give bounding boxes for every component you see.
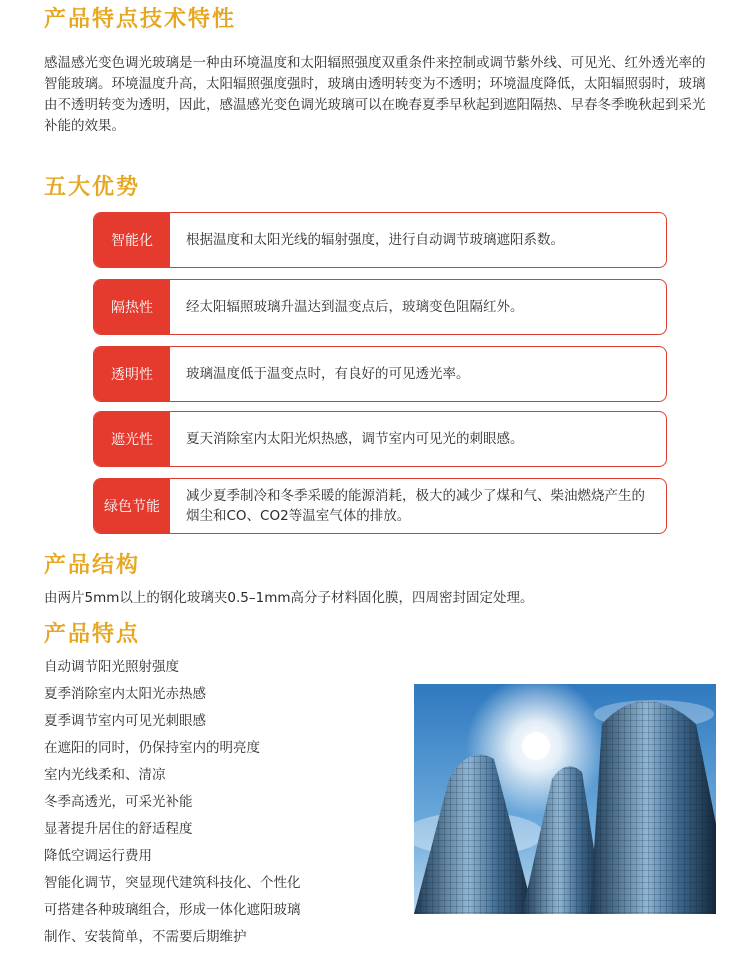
feature-item: 室内光线柔和、清凉 — [44, 767, 166, 783]
feature-list — [44, 654, 301, 951]
advantage-desc: 夏天消除室内太阳光炽热感，调节室内可见光的刺眼感。 — [186, 431, 524, 447]
advantage-item — [93, 478, 667, 534]
feature-item: 夏季调节室内可见光刺眼感 — [44, 713, 206, 729]
section-title-advantages: 五大优势 — [44, 175, 141, 200]
advantage-desc: 根据温度和太阳光线的辐射强度，进行自动调节玻璃遮阳系数。 — [186, 232, 564, 248]
section-title-tech: 产品特点技术特性 — [44, 7, 237, 32]
feature-item: 夏季消除室内太阳光赤热感 — [44, 686, 206, 702]
advantage-item — [93, 346, 667, 402]
advantage-desc: 经太阳辐照玻璃升温达到温变点后，玻璃变色阻隔红外。 — [186, 299, 524, 315]
advantage-item — [93, 279, 667, 335]
advantage-tag: 隔热性 — [94, 280, 170, 334]
building-photo — [414, 684, 716, 914]
advantage-desc: 减少夏季制冷和冬季采暖的能源消耗，极大的减少了煤和气、柴油燃烧产生的烟尘和CO、CO2等温室气体的排放。 — [186, 488, 645, 524]
section-title-structure: 产品结构 — [44, 553, 141, 578]
feature-item: 制作、安装简单，不需要后期维护 — [44, 929, 247, 945]
advantage-tag: 智能化 — [94, 213, 170, 267]
advantage-desc: 玻璃温度低于温变点时，有良好的可见透光率。 — [186, 366, 470, 382]
feature-item: 显著提升居住的舒适程度 — [44, 821, 193, 837]
structure-text: 由两片5mm以上的钢化玻璃夹0.5–1mm高分子材料固化膜，四周密封固定处理。 — [44, 590, 534, 606]
advantage-tag: 绿色节能 — [94, 479, 170, 533]
feature-item: 降低空调运行费用 — [44, 848, 152, 864]
section-title-features: 产品特点 — [44, 622, 141, 647]
feature-item: 可搭建各种玻璃组合，形成一体化遮阳玻璃 — [44, 902, 301, 918]
advantage-tag: 遮光性 — [94, 412, 170, 466]
feature-item: 冬季高透光，可采光补能 — [44, 794, 193, 810]
feature-item: 智能化调节，突显现代建筑科技化、个性化 — [44, 875, 301, 891]
glass-towers-illustration — [414, 684, 716, 914]
advantage-item — [93, 411, 667, 467]
advantage-tag: 透明性 — [94, 347, 170, 401]
feature-item: 在遮阳的同时，仍保持室内的明亮度 — [44, 740, 260, 756]
feature-item: 自动调节阳光照射强度 — [44, 659, 179, 675]
advantage-item — [93, 212, 667, 268]
intro-paragraph: 感温感光变色调光玻璃是一种由环境温度和太阳辐照强度双重条件来控制或调节紫外线、可见光、红外透光率的智能玻璃。环境温度升高，太阳辐照强度强时，玻璃由透明转变为不透明；环境温度降低，太阳辐照弱时，玻璃由不透明转变为透明，因此，感温感光变色调光玻璃可以在晚春夏季早秋起到遮阳隔热、早春冬季晚秋起到采光补能的效果。 — [44, 55, 706, 134]
